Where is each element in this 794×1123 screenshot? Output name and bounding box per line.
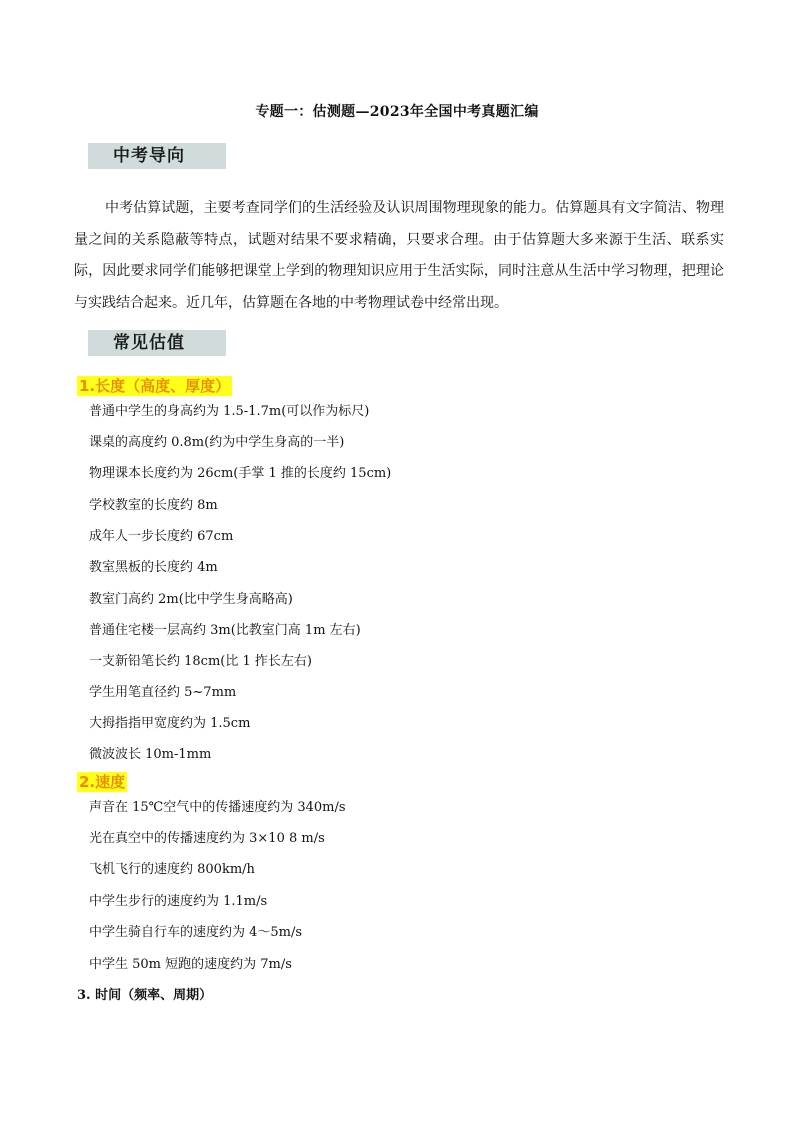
section-heading-common-estimates: 常见估值 bbox=[88, 330, 226, 356]
list-item: 光在真空中的传播速度约为 3×10 8 m/s bbox=[89, 831, 325, 846]
section-heading-exam-guidance: 中考导向 bbox=[88, 143, 226, 169]
category-length-title: 1.长度（高度、厚度） bbox=[79, 377, 231, 395]
list-item: 学生用笔直径约 5~7mm bbox=[89, 685, 237, 700]
document-title: 专题一：估测题—2023年全国中考真题汇编 bbox=[255, 104, 539, 120]
list-item: 物理课本长度约为 26cm(手掌 1 推的长度约 15cm) bbox=[89, 466, 392, 481]
list-item: 教室门高约 2m(比中学生身高略高) bbox=[89, 592, 293, 607]
category-time-title: 3. 时间（频率、周期） bbox=[77, 988, 213, 1003]
intro-paragraph: 中考估算试题，主要考查同学们的生活经验及认识周围物理现象的能力。估算题具有文字简洁、物理量之间的关系隐蔽等特点，试题对结果不要求精确，只要求合理。由于估算题大多来源于生活、联系实际，因此要求同学们能够把课堂上学到的物理知识应用于生活实际，同时注意从生活中学习物理，把理论与实践结合起来。近几年，估算题在各地的中考物理试卷中经常出现。 bbox=[74, 200, 724, 311]
list-item: 中学生 50m 短跑的速度约为 7m/s bbox=[89, 957, 292, 972]
list-item: 声音在 15℃空气中的传播速度约为 340m/s bbox=[89, 800, 346, 815]
list-item: 大拇指指甲宽度约为 1.5cm bbox=[89, 716, 251, 731]
list-item: 普通住宅楼一层高约 3m(比教室门高 1m 左右) bbox=[89, 623, 361, 638]
list-item: 一支新铅笔长约 18cm(比 1 拃长左右) bbox=[89, 654, 312, 669]
list-item: 课桌的高度约 0.8m(约为中学生身高的一半) bbox=[89, 435, 345, 450]
list-item: 中学生骑自行车的速度约为 4～5m/s bbox=[89, 925, 303, 940]
list-item: 学校教室的长度约 8m bbox=[89, 498, 218, 513]
category-speed-title: 2.速度 bbox=[79, 773, 126, 791]
list-item: 教室黑板的长度约 4m bbox=[89, 560, 218, 575]
list-item: 微波波长 10m-1mm bbox=[89, 747, 212, 762]
list-item: 成年人一步长度约 67cm bbox=[89, 529, 234, 544]
list-item: 飞机飞行的速度约 800km/h bbox=[89, 862, 255, 877]
list-item: 普通中学生的身高约为 1.5-1.7m(可以作为标尺) bbox=[89, 404, 370, 419]
list-item: 中学生步行的速度约为 1.1m/s bbox=[89, 894, 268, 909]
